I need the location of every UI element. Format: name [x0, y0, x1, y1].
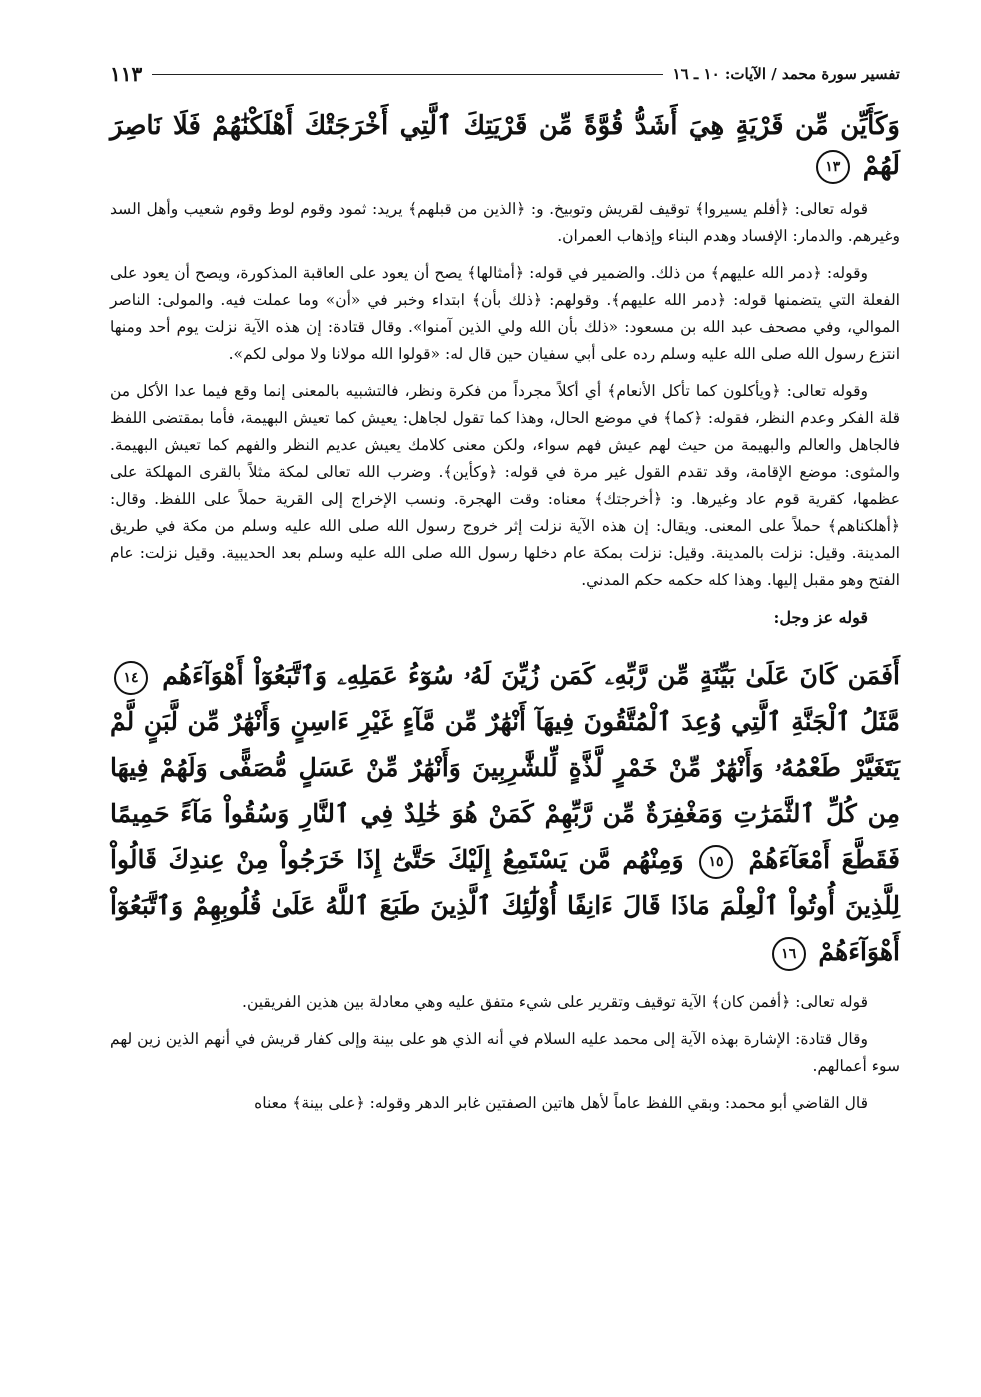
commentary-paragraph: قوله تعالى: ﴿أفلم يسيروا﴾ توقيف لقريش وتوبيخ. و: ﴿الذين من قبلهم﴾ يريد: ثمود وقوم لوط وقوم شعيب وأهل السد وغيرهم. والدمار: الإفساد وهدم البناء وإذهاب العمران.: [110, 200, 900, 245]
verse-number-13: ١٣: [816, 150, 850, 184]
section-intro: قوله عز وجل:: [773, 608, 868, 627]
commentary-paragraph: وقال قتادة: الإشارة بهذه الآية إلى محمد عليه السلام في أنه الذي هو على بينة وإلى كفار قريش في أنهم الذين زين لهم سوء أعمالهم.: [110, 1030, 900, 1075]
verse-text-14: أَفَمَن كَانَ عَلَىٰ بَيِّنَةٍ مِّن رَّبِّهِۦ كَمَن زُيِّنَ لَهُۥ سُوٓءُ عَمَلِهِۦ وَٱتَّبَعُوٓاْ أَهْوَآءَهُم: [162, 661, 900, 690]
verse-text-15: مَّثَلُ ٱلْجَنَّةِ ٱلَّتِي وُعِدَ ٱلْمُتَّقُونَ فِيهَآ أَنْهَٰرٌ مِّن مَّآءٍ غَيْرِ ءَاسِنٍ وَأَنْهَٰرٌ مِّن لَّبَنٍ لَّمْ يَتَغَيَّرْ طَعْمُهُۥ وَأَنْهَٰرٌ مِّنْ خَمْرٍ لَّذَّةٍ لِّلشَّٰرِبِينَ وَأَنْهَٰرٌ مِّنْ عَسَلٍ مُّصَفًّى وَلَهُمْ فِيهَا مِن كُلِّ ٱلثَّمَرَٰتِ وَمَغْفِرَةٌ مِّن رَّبِّهِمْ كَمَنْ هُوَ خَٰلِدٌ فِي ٱلنَّارِ وَسُقُواْ مَآءً حَمِيمًا فَقَطَّعَ أَمْعَآءَهُمْ: [110, 707, 900, 874]
commentary-paragraph: قوله تعالى: ﴿أفمن كان﴾ الآية توقيف وتقرير على شيء متفق عليه وهي معادلة بين هذين الفريقين.: [242, 993, 868, 1011]
verse-number-16: ١٦: [772, 937, 806, 971]
verse-number-15: ١٥: [699, 845, 733, 879]
commentary-paragraph: وقوله: ﴿دمر الله عليهم﴾ من ذلك. والضمير في قوله: ﴿أمثالها﴾ يصح أن يعود على العاقبة المذكورة، ويصح أن يعود على الفعلة التي يتضمنها قوله: ﴿دمر الله عليهم﴾. وقولهم: ﴿ذلك بأن﴾ ابتداء وخبر في «أن» وما عملت فيه. والمولى: الناصر الموالي، وفي مصحف عبد الله بن مسعود: «ذلك بأن الله ولي الذين آمنوا». وقال قتادة: إن هذه الآية نزلت يوم أحد ومنها انتزع رسول الله صلى الله عليه وسلم رده على أبي سفيان حين قال له: «قولوا الله مولانا ولا مولى لكم».: [110, 264, 900, 363]
header-rule: [152, 74, 662, 75]
running-header: [110, 60, 900, 88]
commentary-paragraph: وقوله تعالى: ﴿ويأكلون كما تأكل الأنعام﴾ أي أكلاً مجرداً من فكرة ونظر، فالتشبيه بالمعنى إنما وقع فيما عدا الأكل من قلة الفكر وعدم النظر، فقوله: ﴿كما﴾ في موضع الحال، وهذا كما تقول لجاهل: يعيش كما تعيش البهيمة، فأما بمقتضى اللفظ فالجاهل والعالم والبهيمة من حيث لهم عيش فهم سواء، ولكن معنى كلامك يعيش عديم النظر والفهم كما تعيش البهيمة. والمثوى: موضع الإقامة، وقد تقدم القول غير مرة في قوله: ﴿وكأين﴾. وضرب الله تعالى لمكة مثلاً بالقرى المهلكة على عظمها، كقرية قوم عاد وغيرها. و: ﴿أخرجتك﴾ معناه: وقت الهجرة. ونسب الإخراج إلى القرية حملاً على اللفظ. وقال: ﴿أهلكناهم﴾ حملاً على المعنى. ويقال: إن هذه الآية نزلت إثر خروج رسول الله صلى الله عليه وسلم من مكة في طريق المدينة. وقيل: نزلت بالمدينة. وقيل: نزلت بمكة عام دخلها رسول الله صلى الله عليه وسلم بعد الحديبية. وقيل نزلت: عام الفتح وهو مقبل إليها. وهذا كله حكمه حكم المدني.: [110, 382, 900, 589]
quran-verse-13: [110, 106, 900, 186]
page: [110, 60, 900, 1127]
verse-text: وَكَأَيِّن مِّن قَرْيَةٍ هِيَ أَشَدُّ قُوَّةً مِّن قَرْيَتِكَ ٱلَّتِي أَخْرَجَتْكَ أَهْلَكْنَٰهُمْ فَلَا نَاصِرَ لَهُمْ: [110, 111, 900, 181]
verse-text-16: وَمِنْهُم مَّن يَسْتَمِعُ إِلَيْكَ حَتَّىٰٓ إِذَا خَرَجُواْ مِنْ عِندِكَ قَالُواْ لِلَّذِينَ أُوتُواْ ٱلْعِلْمَ مَاذَا قَالَ ءَانِفًا أُوْلَٰٓئِكَ ٱلَّذِينَ طَبَعَ ٱللَّهُ عَلَىٰ قُلُوبِهِمْ وَٱتَّبَعُوٓاْ أَهْوَآءَهُمْ: [110, 845, 900, 966]
verse-number-14: ١٤: [114, 661, 148, 695]
quran-verses-14-16: [110, 653, 900, 975]
commentary-paragraph: قال القاضي أبو محمد: وبقي اللفظ عاماً لأهل هاتين الصفتين غابر الدهر وقوله: ﴿على بينة﴾ معناه: [254, 1094, 868, 1112]
page-number: ١١٣: [110, 62, 143, 86]
header-title: تفسير سورة محمد / الآيات: ١٠ ـ ١٦: [672, 65, 900, 83]
